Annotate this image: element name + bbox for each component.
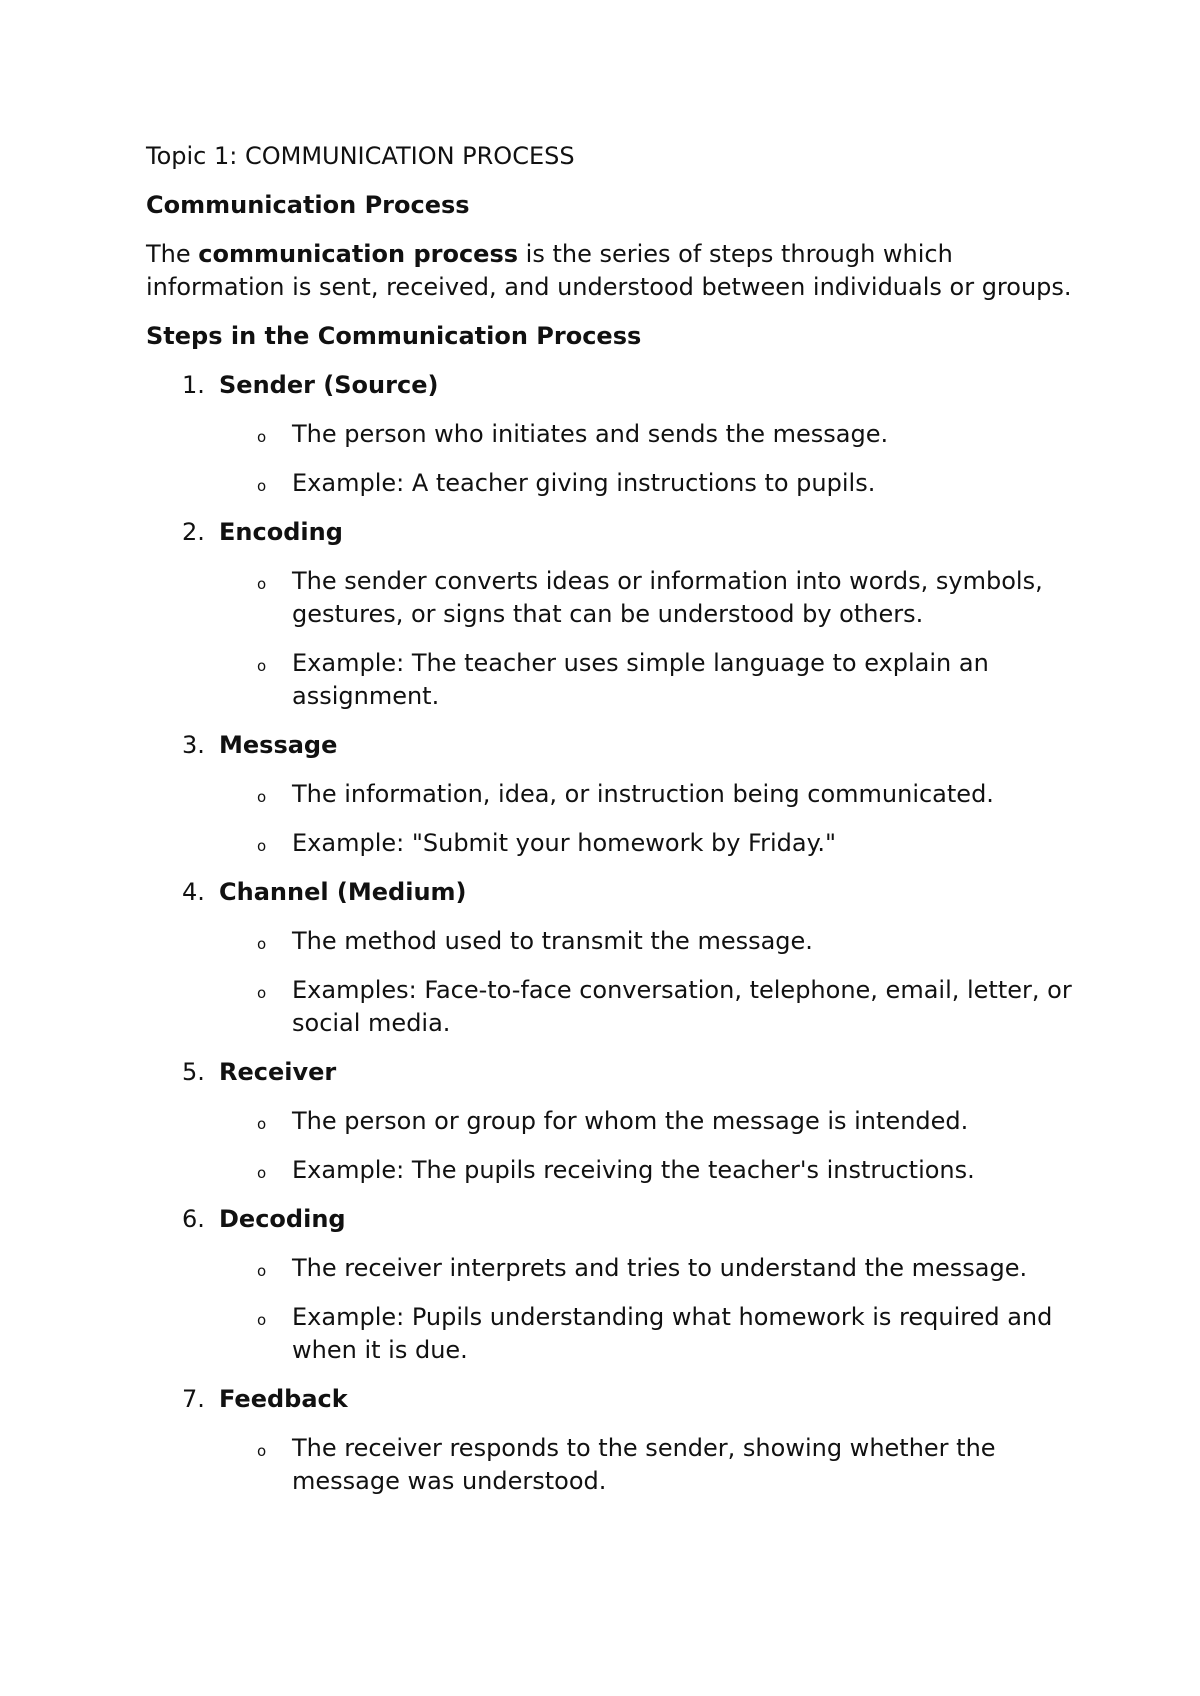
intro-bold-term: communication process (198, 240, 519, 268)
step-point-text: The receiver responds to the sender, showing whether the message was understood. (292, 1434, 996, 1495)
step-item (146, 1056, 1076, 1187)
step-heading (146, 729, 1076, 762)
step-heading (146, 1056, 1076, 1089)
bullet-circle-icon: o (257, 1164, 267, 1182)
step-points (146, 1252, 1076, 1367)
step-item (146, 516, 1076, 713)
bullet-circle-icon: o (257, 935, 267, 953)
step-point-text: Example: The pupils receiving the teacher's instructions. (292, 1156, 975, 1184)
step-point-text: The person who initiates and sends the message. (292, 420, 889, 448)
intro-text-after: is the series of steps through which information is sent, received, and understood between individuals or groups. (146, 240, 1072, 301)
step-points (146, 1105, 1076, 1187)
step-point-text: The receiver interprets and tries to understand the message. (292, 1254, 1028, 1282)
bullet-circle-icon: o (257, 657, 267, 675)
step-point (146, 1154, 1076, 1187)
step-number: 5. (182, 1058, 205, 1086)
step-number: 4. (182, 878, 205, 906)
step-title: Encoding (219, 518, 343, 546)
step-title: Receiver (219, 1058, 337, 1086)
step-point (146, 1105, 1076, 1138)
step-points (146, 925, 1076, 1040)
step-point-text: Example: The teacher uses simple language to explain an assignment. (292, 649, 989, 710)
bullet-circle-icon: o (257, 428, 267, 446)
step-point-text: The information, idea, or instruction being communicated. (292, 780, 994, 808)
step-heading (146, 516, 1076, 549)
step-item (146, 876, 1076, 1040)
step-point (146, 1432, 1076, 1498)
step-points (146, 778, 1076, 860)
bullet-circle-icon: o (257, 788, 267, 806)
step-point (146, 1301, 1076, 1367)
step-item (146, 369, 1076, 500)
step-points (146, 1432, 1076, 1498)
step-points (146, 565, 1076, 713)
step-point (146, 565, 1076, 631)
steps-list (146, 369, 1076, 1498)
bullet-circle-icon: o (257, 1311, 267, 1329)
step-point (146, 467, 1076, 500)
bullet-circle-icon: o (257, 837, 267, 855)
bullet-circle-icon: o (257, 984, 267, 1002)
step-title: Channel (Medium) (219, 878, 467, 906)
section-heading: Communication Process (146, 191, 470, 219)
step-number: 3. (182, 731, 205, 759)
step-point (146, 974, 1076, 1040)
bullet-circle-icon: o (257, 575, 267, 593)
intro-text-before: The (146, 240, 199, 268)
step-item (146, 729, 1076, 860)
bullet-circle-icon: o (257, 477, 267, 495)
step-item (146, 1383, 1076, 1498)
step-points (146, 418, 1076, 500)
step-point-text: The method used to transmit the message. (292, 927, 813, 955)
step-title: Decoding (219, 1205, 346, 1233)
step-point-text: The person or group for whom the message is intended. (292, 1107, 969, 1135)
step-point (146, 925, 1076, 958)
step-number: 6. (182, 1205, 205, 1233)
step-point (146, 647, 1076, 713)
step-number: 1. (182, 371, 205, 399)
step-number: 7. (182, 1385, 205, 1413)
step-point-text: Example: Pupils understanding what homework is required and when it is due. (292, 1303, 1053, 1364)
step-heading (146, 876, 1076, 909)
step-point-text: Example: A teacher giving instructions to pupils. (292, 469, 876, 497)
step-point (146, 778, 1076, 811)
step-point (146, 827, 1076, 860)
step-heading (146, 369, 1076, 402)
step-title: Feedback (219, 1385, 348, 1413)
step-point-text: Example: "Submit your homework by Friday." (292, 829, 837, 857)
step-number: 2. (182, 518, 205, 546)
step-item (146, 1203, 1076, 1367)
topic-line: Topic 1: COMMUNICATION PROCESS (146, 142, 575, 170)
step-heading (146, 1383, 1076, 1416)
step-point (146, 1252, 1076, 1285)
bullet-circle-icon: o (257, 1115, 267, 1133)
document-content (146, 140, 1076, 1514)
bullet-circle-icon: o (257, 1262, 267, 1280)
intro-paragraph (146, 238, 1076, 304)
step-point (146, 418, 1076, 451)
step-title: Message (219, 731, 338, 759)
step-heading (146, 1203, 1076, 1236)
step-title: Sender (Source) (219, 371, 439, 399)
bullet-circle-icon: o (257, 1442, 267, 1460)
step-point-text: Examples: Face-to-face conversation, telephone, email, letter, or social media. (292, 976, 1072, 1037)
step-point-text: The sender converts ideas or information into words, symbols, gestures, or signs that can be understood by others. (292, 567, 1043, 628)
steps-heading: Steps in the Communication Process (146, 322, 642, 350)
